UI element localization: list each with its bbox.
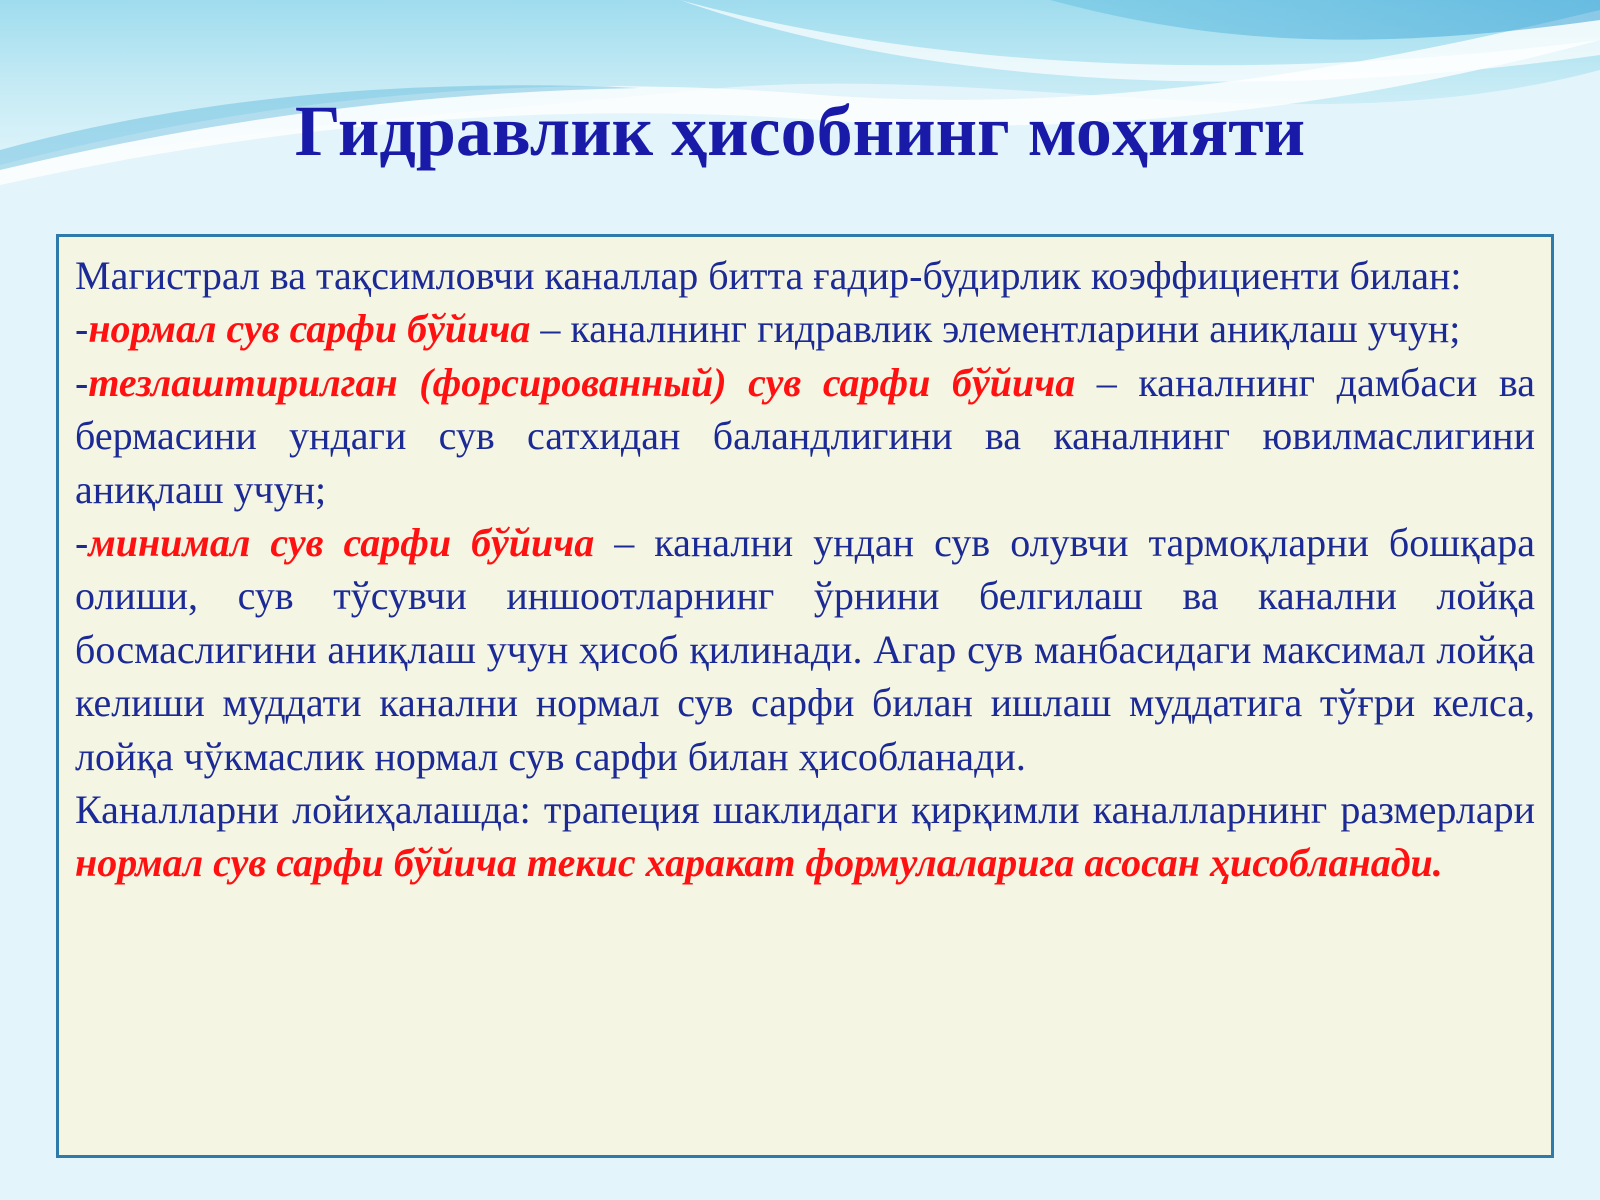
list-item-prefix: - [75,520,89,566]
intro-paragraph: Магистрал ва тақсимловчи каналлар битта ғадир-будирлик коэффициенти билан: [75,253,1462,298]
list-item [75,302,1535,355]
list-item-highlight: минимал сув сарфи бўйича [88,520,595,566]
list-item [75,516,1535,783]
conclusion-highlight: нормал сув сарфи бўйича текис харакат формулаларига асосан ҳисобланади. [75,840,1443,886]
list-item-prefix: - [75,306,89,352]
list-item-highlight: нормал сув сарфи бўйича [88,306,531,352]
content-box [56,234,1554,1158]
list-item-prefix: - [75,359,89,405]
conclusion-paragraph [75,783,1535,890]
conclusion-text: Каналларни лойиҳалашда: трапеция шаклидаги қирқимли каналларнинг размерлари [75,787,1535,833]
list-item-text: – канални ундан сув олувчи тармоқларни бошқара олиши, сув тўсувчи иншоотларнинг ўрнини белгилаш ва канални лойқа босмаслигини аниқлаш учун ҳисоб қилинади. Агар сув манбасидаги максимал лойқа келиши муддати канални нормал сув сарфи билан ишлаш муддатига тўғри келса, лойқа чўкмаслик нормал сув сарфи билан ҳисобланади. [75,520,1536,779]
page-title: Гидравлик ҳисобнинг моҳияти [294,91,1306,171]
list-item-text: – каналнинг дамбаси ва бермасини ундаги сув сатхидан баландлигини ва каналнинг ювилмаслигини аниқлаш учун; [75,359,1535,512]
list-item [75,356,1535,516]
list-item-highlight: тезлаштирилган (форсированный) сув сарфи бўйича [88,359,1076,405]
list-item-text: – каналнинг гидравлик элементларини аниқлаш учун; [530,306,1461,352]
